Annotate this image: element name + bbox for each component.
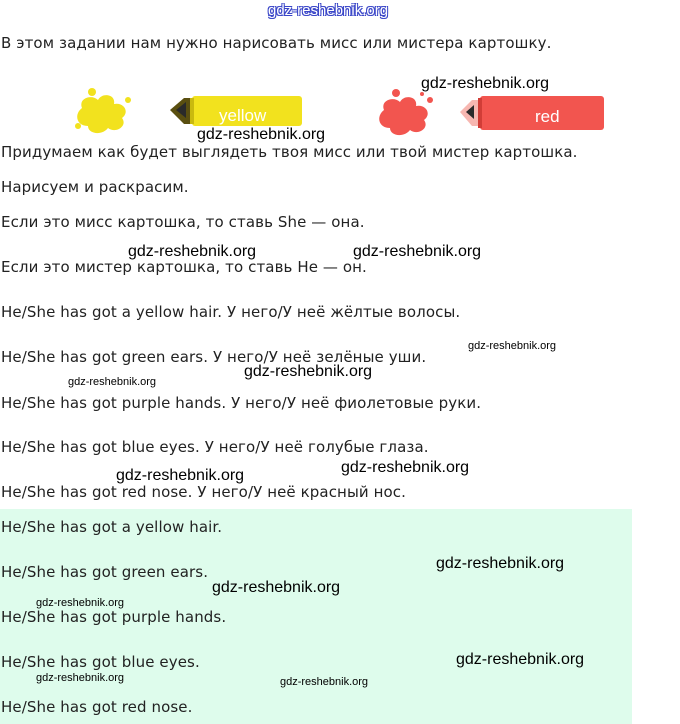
text-line: Если это мисс картошка, то ставь She — она. — [1, 213, 365, 231]
watermark: gdz-reshebnik.org — [353, 243, 482, 260]
text-line: Придумаем как будет выглядеть твоя мисс или твой мистер картошка. — [1, 143, 578, 161]
text-line: He/She has got red nose. У него/У неё красный нос. — [1, 483, 407, 501]
watermark: gdz-reshebnik.org — [36, 597, 125, 609]
watermark: gdz-reshebnik.org — [421, 75, 550, 92]
watermark: gdz-reshebnik.org — [212, 579, 341, 596]
answer-line: He/She has got purple hands. — [1, 608, 227, 626]
watermark: gdz-reshebnik.org — [268, 2, 389, 19]
watermark: gdz-reshebnik.org — [468, 340, 557, 352]
watermark: gdz-reshebnik.org — [36, 672, 125, 684]
watermark: gdz-reshebnik.org — [116, 467, 245, 484]
watermark: gdz-reshebnik.org — [280, 676, 369, 688]
red-marker-icon — [374, 88, 606, 136]
intro-text: В этом задании нам нужно нарисовать мисс или мистера картошку. — [1, 34, 552, 52]
text-line: He/She has got green ears. У него/У неё зелёные уши. — [1, 348, 427, 366]
red-label: red — [535, 107, 560, 126]
watermark: gdz-reshebnik.org — [456, 651, 585, 668]
watermark: gdz-reshebnik.org — [436, 555, 565, 572]
answer-line: He/She has got green ears. — [1, 563, 209, 581]
answer-line: He/She has got blue eyes. — [1, 653, 200, 671]
answer-line: He/She has got red nose. — [1, 698, 193, 716]
text-line: Нарисуем и раскрасим. — [1, 178, 189, 196]
watermark: gdz-reshebnik.org — [197, 126, 326, 143]
yellow-label: yellow — [219, 106, 267, 125]
answer-line: He/She has got a yellow hair. — [1, 518, 223, 536]
text-line: He/She has got purple hands. У него/У неё фиолетовые руки. — [1, 394, 482, 412]
watermark: gdz-reshebnik.org — [341, 459, 470, 476]
text-line: He/She has got blue eyes. У него/У неё голубые глаза. — [1, 438, 429, 456]
text-line: Если это мистер картошка, то ставь He — он. — [1, 258, 367, 276]
watermark: gdz-reshebnik.org — [244, 363, 373, 380]
watermark: gdz-reshebnik.org — [68, 376, 157, 388]
watermark: gdz-reshebnik.org — [128, 243, 257, 260]
text-line: He/She has got a yellow hair. У него/У неё жёлтые волосы. — [1, 303, 461, 321]
